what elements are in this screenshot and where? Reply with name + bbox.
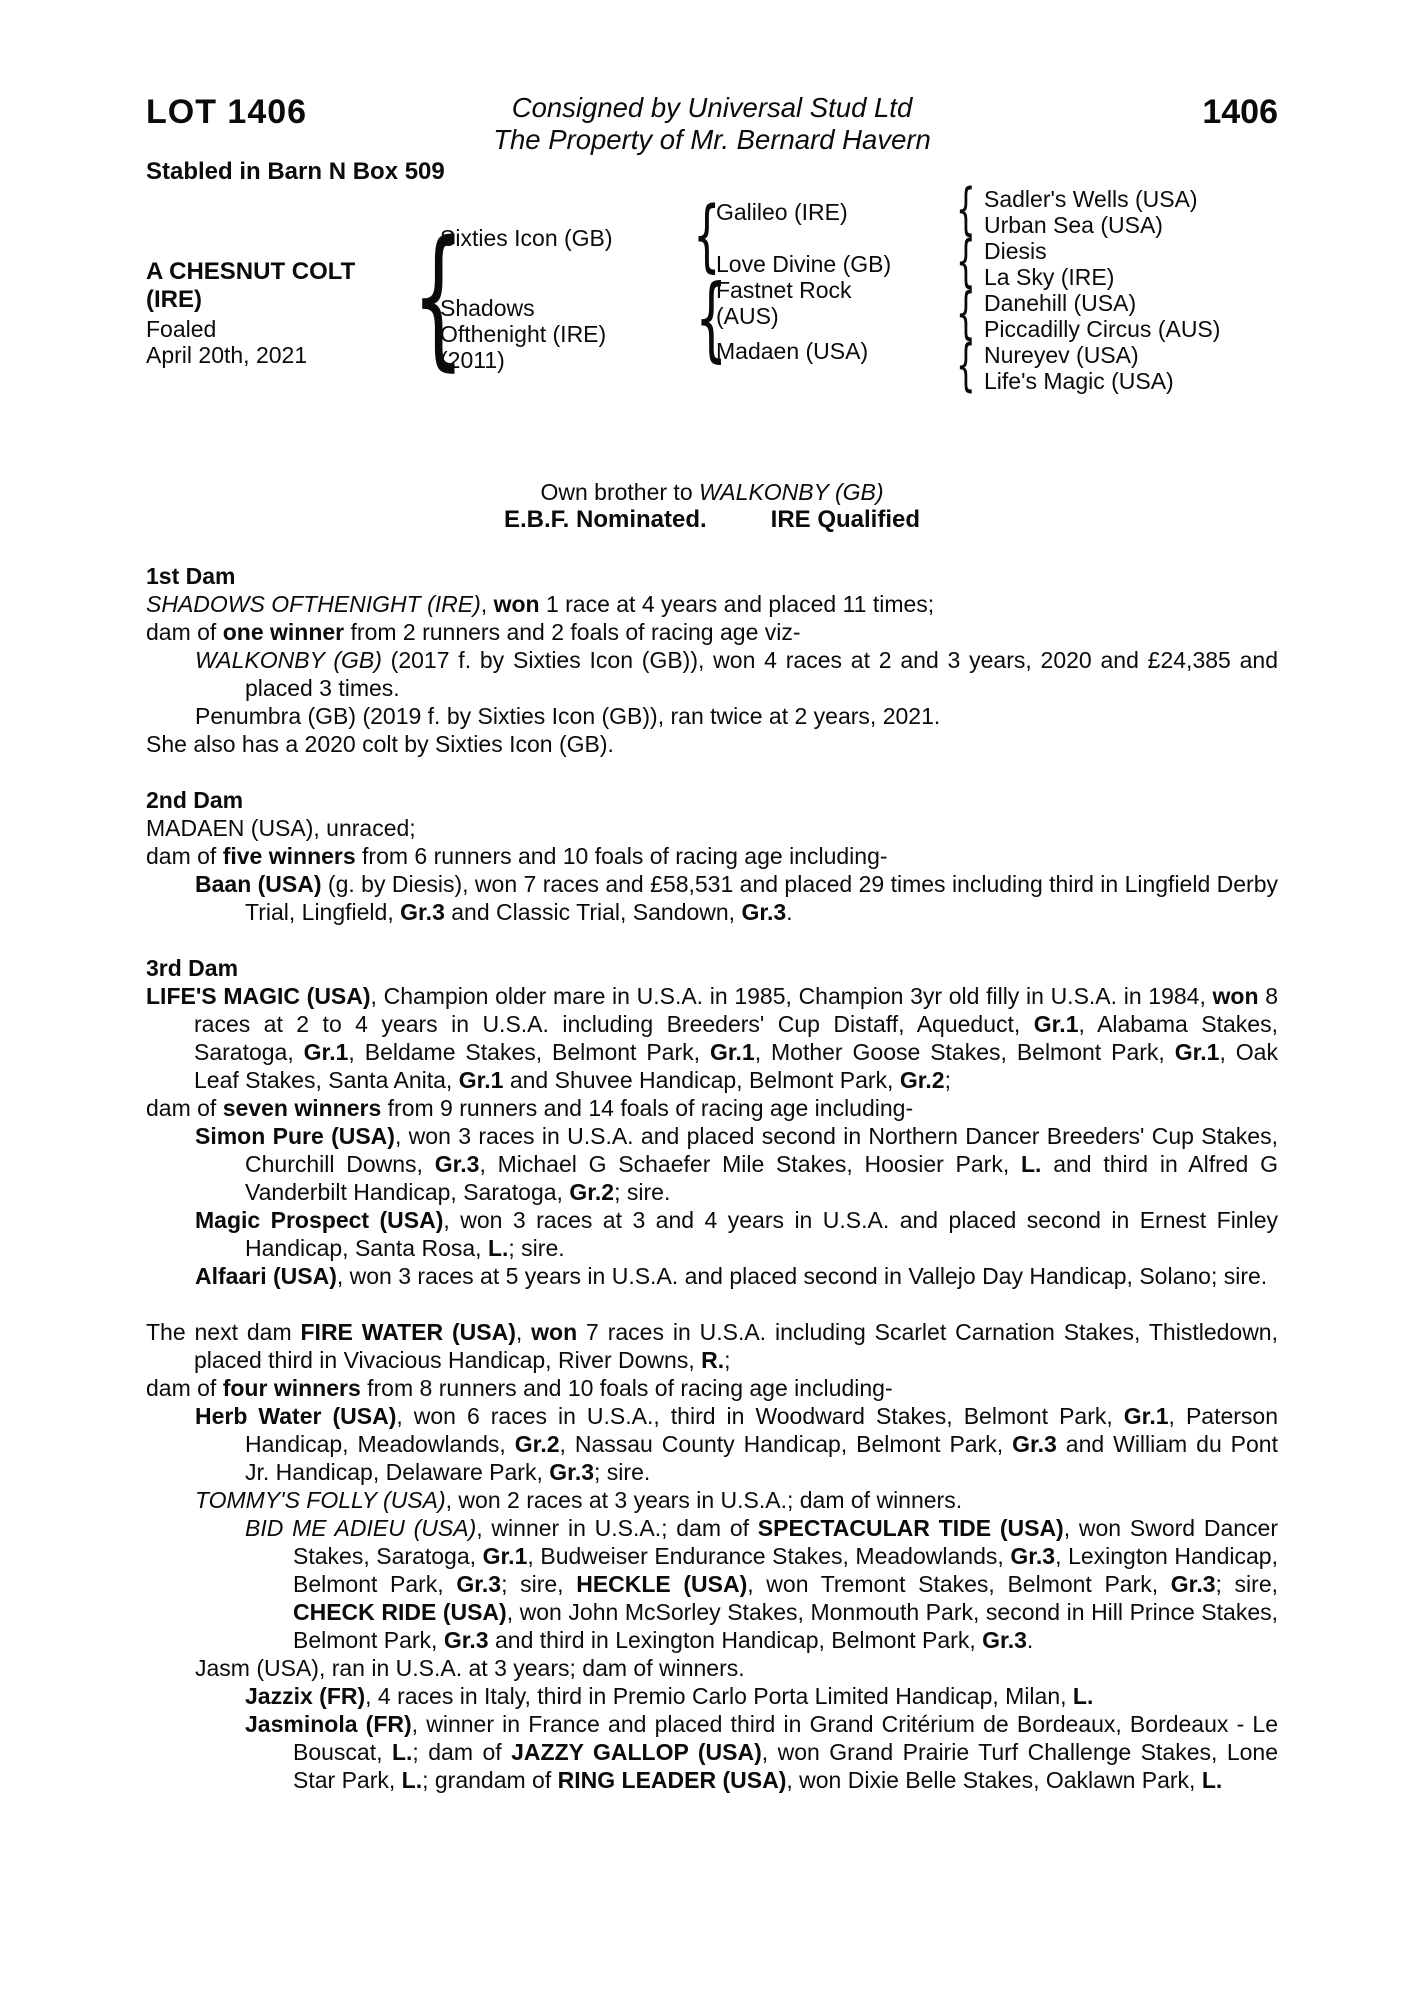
catalogue-number: 1406 [1202,93,1278,131]
pedigree-tree [146,186,1278,406]
pedigree-ggparent-8: Life's Magic (USA) [984,368,1174,394]
pedigree-paragraph: Jasm (USA), ran in U.S.A. at 3 years; dam of winners. [195,1655,745,1681]
pedigree-paragraph: Baan (USA) (g. by Diesis), won 7 races and £58,531 and placed 29 times including third in Lingfield Derby Trial, Lingfield, Gr.3 and Classic Trial, Sandown, Gr.3. [195,871,1278,925]
pedigree-paragraph: BID ME ADIEU (USA), winner in U.S.A.; dam of SPECTACULAR TIDE (USA), won Sword Dancer Stakes, Saratoga, Gr.1, Budweiser Endurance Stakes, Meadowlands, Gr.3, Lexington Handicap, Belmont Park, Gr.3; sire, HECKLE (USA), won Tremont Stakes, Belmont Park, Gr.3; sire, CHECK RIDE (USA), won John McSorley Stakes, Monmouth Park, second in Hill Prince Stakes, Belmont Park, Gr.3 and third in Lexington Handicap, Belmont Park, Gr.3. [245,1515,1279,1653]
pedigree-paragraph: The next dam FIRE WATER (USA), won 7 races in U.S.A. including Scarlet Carnation Stakes, Thistledown, placed third in Vivacious Handicap, River Downs, R.; [146,1319,1278,1373]
pedigree-ggparent-1: Sadler's Wells (USA) [984,186,1198,212]
own-brother-note [146,478,1278,506]
pedigree-paragraph: dam of seven winners from 9 runners and 14 foals of racing age including- [146,1095,914,1121]
dam-heading: 3rd Dam [146,955,239,981]
pedigree-paragraph: She also has a 2020 colt by Sixties Icon (GB). [146,731,614,757]
pedigree-paragraph: WALKONBY (GB) (2017 f. by Sixties Icon (GB)), won 4 races at 2 and 3 years, 2020 and £24,385 and placed 3 times. [195,647,1278,701]
pedigree-paragraph: Jasminola (FR), winner in France and placed third in Grand Critérium de Bordeaux, Bordeaux - Le Bouscat, L.; dam of JAZZY GALLOP (USA), won Grand Prairie Turf Challenge Stakes, Lone Star Park, L.; grandam of RING LEADER (USA), won Dixie Belle Stakes, Oaklawn Park, L. [245,1711,1279,1793]
qualifications [146,506,1278,534]
dam-sections [146,562,1278,1794]
pedigree-paragraph: Jazzix (FR), 4 races in Italy, third in Premio Carlo Porta Limited Handicap, Milan, L. [245,1683,1094,1709]
consignor-line: Consigned by Universal Stud Ltd [511,92,913,123]
pedigree-ggparent-7: Nureyev (USA) [984,342,1139,368]
pedigree-ggparent-3: Diesis [984,238,1047,264]
pedigree-paragraph: Magic Prospect (USA), won 3 races at 3 and 4 years in U.S.A. and placed second in Ernest Finley Handicap, Santa Rosa, L.; sire. [195,1207,1278,1261]
own-brother-name: WALKONBY (GB) [699,479,884,505]
pedigree-paragraph: MADAEN (USA), unraced; [146,815,416,841]
pedigree-dam: Shadows Ofthenight (IRE) (2011) [440,295,607,373]
pedigree-paragraph: LIFE'S MAGIC (USA), Champion older mare in U.S.A. in 1985, Champion 3yr old filly in U.S.A. in 1984, won 8 races at 2 to 4 years in U.S.A. including Breeders' Cup Distaff, Aqueduct, Gr.1, Alabama Stakes, Saratoga, Gr.1, Beldame Stakes, Belmont Park, Gr.1, Mother Goose Stakes, Belmont Park, Gr.1, Oak Leaf Stakes, Santa Anita, Gr.1 and Shuvee Handicap, Belmont Park, Gr.2; [146,983,1279,1093]
dam-section [146,562,1278,758]
pedigree-ggparent-2: Urban Sea (USA) [984,212,1163,238]
pedigree-paragraph: dam of one winner from 2 runners and 2 foals of racing age viz- [146,619,801,645]
consignor-block [493,92,931,156]
pedigree-paragraph: dam of five winners from 6 runners and 10 foals of racing age including- [146,843,888,869]
pedigree-sire: Sixties Icon (GB) [440,225,613,251]
ebf-nominated: E.B.F. Nominated. [503,506,707,533]
pedigree-brace-gen3-4 [956,338,976,394]
center-notes [146,478,1278,534]
pedigree-granddam-2: Madaen (USA) [716,338,869,364]
own-brother-prefix: Own brother to [540,479,700,505]
foaled-label: Foaled [146,316,217,342]
subject-horse-name: A CHESNUT COLT (IRE) [146,258,356,313]
pedigree-paragraph: dam of four winners from 8 runners and 10 foals of racing age including- [146,1375,893,1401]
pedigree-grandsire-1: Galileo (IRE) [716,199,848,225]
page-header [146,92,1278,156]
pedigree-grandsire-2: Fastnet Rock (AUS) [716,277,852,329]
ire-qualified: IRE Qualified [770,506,921,533]
pedigree-paragraph: TOMMY'S FOLLY (USA), won 2 races at 3 years in U.S.A.; dam of winners. [195,1487,963,1513]
pedigree-paragraph: SHADOWS OFTHENIGHT (IRE), won 1 race at 4 years and placed 11 times; [146,591,935,617]
pedigree-ggparent-4: La Sky (IRE) [984,264,1115,290]
pedigree-paragraph: Alfaari (USA), won 3 races at 5 years in U.S.A. and placed second in Vallejo Day Handicap, Solano; sire. [195,1263,1268,1289]
dam-heading: 1st Dam [146,563,236,589]
pedigree-paragraph: Simon Pure (USA), won 3 races in U.S.A. and placed second in Northern Dancer Breeders' Cup Stakes, Churchill Downs, Gr.3, Michael G Schaefer Mile Stakes, Hoosier Park, L. and third in Alfred G Vanderbilt Handicap, Saratoga, Gr.2; sire. [195,1123,1278,1205]
lot-number: LOT 1406 [146,93,308,131]
dam-section [146,786,1278,926]
pedigree-granddam-1: Love Divine (GB) [716,251,892,277]
pedigree-paragraph: Herb Water (USA), won 6 races in U.S.A., third in Woodward Stakes, Belmont Park, Gr.1, Paterson Handicap, Meadowlands, Gr.2, Nassau County Handicap, Belmont Park, Gr.3 and William du Pont Jr. Handicap, Delaware Park, Gr.3; sire. [195,1403,1279,1485]
foaled-date: April 20th, 2021 [146,342,308,368]
dam-section [146,1318,1278,1794]
pedigree-ggparent-5: Danehill (USA) [984,290,1137,316]
pedigree-paragraph: Penumbra (GB) (2019 f. by Sixties Icon (GB)), ran twice at 2 years, 2021. [195,703,941,729]
dam-heading: 2nd Dam [146,787,244,813]
dam-section [146,954,1278,1290]
pedigree-ggparent-6: Piccadilly Circus (AUS) [984,316,1221,342]
stabled-location: Stabled in Barn N Box 509 [146,158,445,185]
property-line: The Property of Mr. Bernard Havern [493,124,931,155]
